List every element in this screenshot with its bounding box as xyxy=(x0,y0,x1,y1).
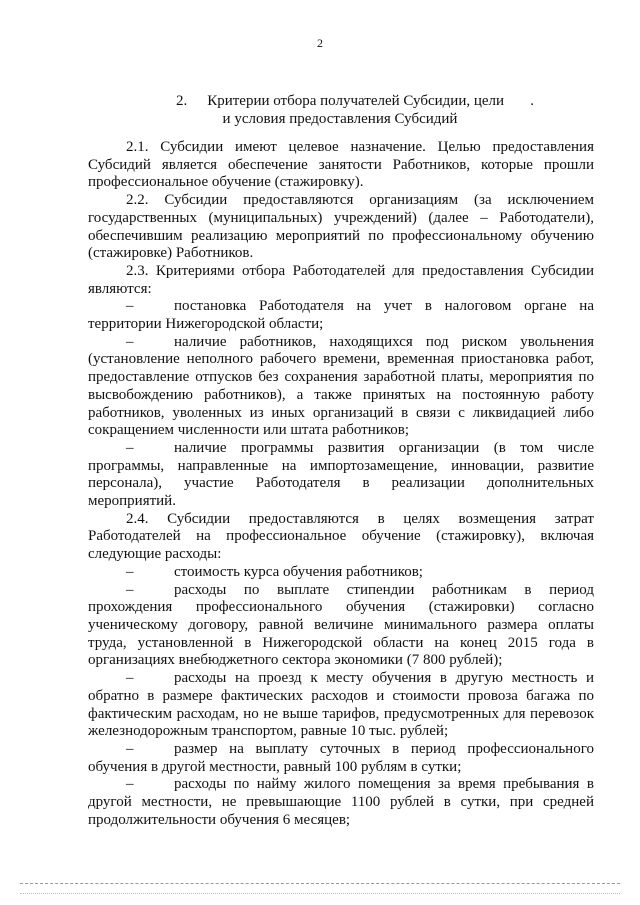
document-body xyxy=(88,139,594,829)
paragraph-text: 2.2. Субсидии предоставляются организациям (за исключением государственных (муниципальных) учреждений) (далее – Работодатели), обеспечившим реализацию мероприятий по профессиональному обучению (стажировке) Работников. xyxy=(88,192,594,262)
paragraph-text: расходы по найму жилого помещения за время пребывания в другой местности, не превышающие 1100 рублей в сутки, при средней продолжительности обучения 6 месяцев; xyxy=(88,776,594,828)
list-dash: – xyxy=(126,740,134,757)
list-item-paragraph xyxy=(88,776,594,829)
list-dash: – xyxy=(126,776,134,793)
page-bottom-border-secondary xyxy=(20,893,620,894)
paragraph-text: 2.3. Критериями отбора Работодателей для предоставления Субсидии являются: xyxy=(88,262,594,297)
list-item-paragraph xyxy=(88,298,594,333)
paragraph-text: расходы по выплате стипендии работникам в период прохождения профессионального обучения (стажировки) согласно ученическому договору, равной величине минимального размера оплаты труда, установленной в Нижегородской области на конец 2015 года в организациях внебюджетного сектора экономики (7 800 рублей); xyxy=(88,581,594,669)
body-paragraph xyxy=(88,192,594,263)
body-paragraph xyxy=(88,263,594,298)
section-number: 2. xyxy=(175,93,188,109)
list-dash: – xyxy=(126,298,134,315)
list-dash: – xyxy=(126,581,134,598)
body-paragraph xyxy=(88,139,594,192)
list-item-paragraph xyxy=(88,582,594,671)
list-item-paragraph xyxy=(88,440,594,511)
section-heading xyxy=(140,92,540,128)
list-item-paragraph xyxy=(88,564,594,582)
paragraph-text: наличие работников, находящихся под риском увольнения (установление неполного рабочего времени, временная приостановка работ, предоставление отпусков без сохранения заработной платы, мероприятия по высвобождению работников), а также принятых на постоянную работу работников, уволенных из иных организаций в связи с ликвидацией либо сокращением численности или штата работников; xyxy=(88,333,594,439)
list-dash: – xyxy=(126,563,134,580)
list-item-paragraph xyxy=(88,670,594,741)
paragraph-text: наличие программы развития организации (в том числе программы, направленные на импортозамещение, инновации, развитие персонала), участие Работодателя в реализации дополнительных мероприятий. xyxy=(88,439,594,510)
paragraph-text: размер на выплату суточных в период профессионального обучения в другой местности, равный 100 рублям в сутки; xyxy=(88,740,594,775)
paragraph-text: постановка Работодателя на учет в налоговом органе на территории Нижегородской области; xyxy=(88,298,594,333)
page-number: 2 xyxy=(317,36,323,50)
list-item-paragraph xyxy=(88,741,594,776)
list-dash: – xyxy=(126,670,134,687)
list-item-paragraph xyxy=(88,334,594,440)
page-bottom-border xyxy=(20,883,620,884)
stray-mark: . xyxy=(530,93,534,109)
body-paragraph xyxy=(88,511,594,564)
list-dash: – xyxy=(126,333,134,350)
paragraph-text: 2.4. Субсидии предоставляются в целях возмещения затрат Работодателей на профессиональное обучение (стажировку), включая следующие расходы: xyxy=(88,510,594,563)
paragraph-text: расходы на проезд к месту обучения в другую местность и обратно в размере фактических расходов и стоимости провоза багажа по фактическим расходам, но не выше тарифов, предусмотренных для перевозок железнодорожным транспортом, равные 10 тыс. рублей; xyxy=(88,670,594,740)
paragraph-text: стоимость курса обучения работников; xyxy=(174,563,423,580)
section-title-line2: и условия предоставления Субсидий xyxy=(222,111,458,127)
paragraph-text: 2.1. Субсидии имеют целевое назначение. Целью предоставления Субсидий является обеспечение занятости Работников, которые прошли профессиональное обучение (стажировку). xyxy=(88,139,594,191)
section-title-line1: Критерии отбора получателей Субсидии, цели xyxy=(207,93,505,109)
list-dash: – xyxy=(126,439,134,456)
section-heading-line1 xyxy=(140,92,540,110)
